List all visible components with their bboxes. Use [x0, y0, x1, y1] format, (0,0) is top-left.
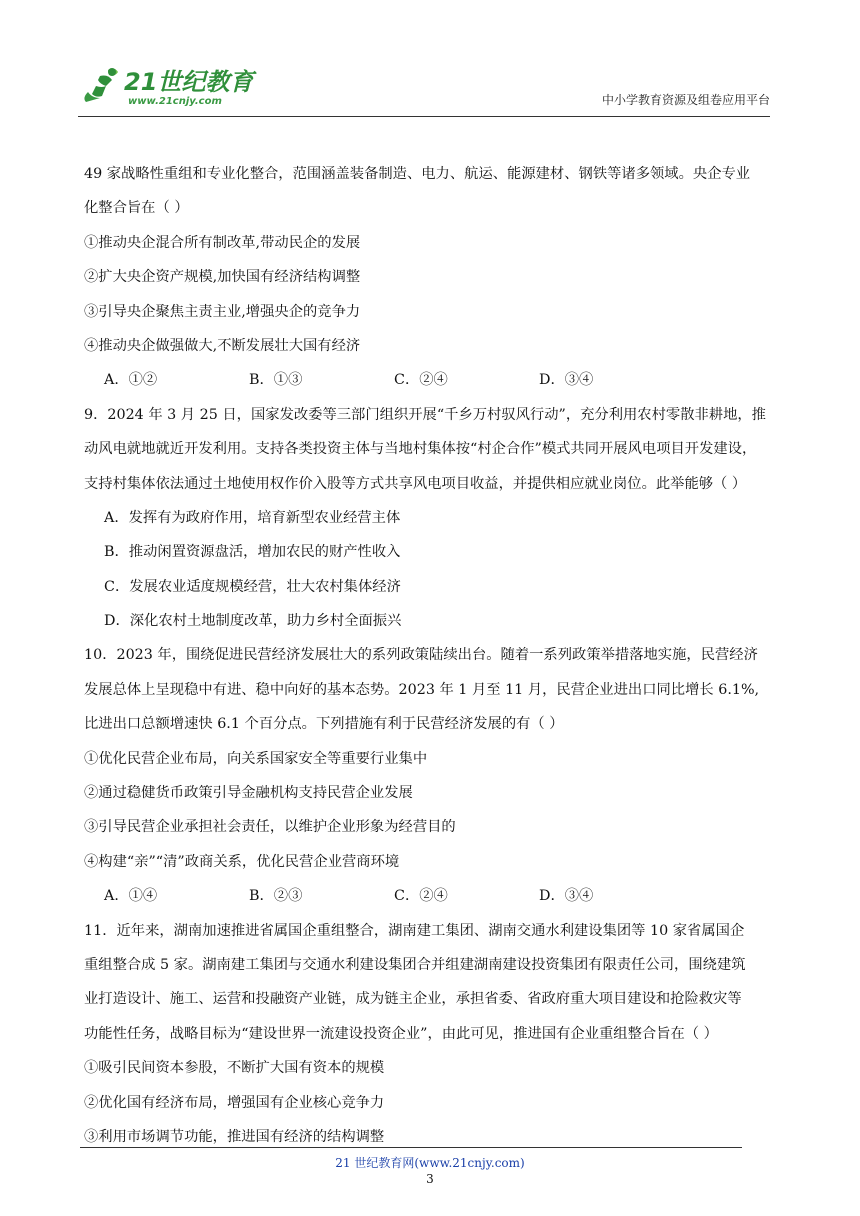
text-line: 49 家战略性重组和专业化整合，范围涵盖装备制造、电力、航运、能源建材、钢铁等诸多领域。央企专业 — [84, 166, 751, 182]
choice-option: C．②④ — [394, 372, 448, 389]
question-content — [84, 157, 774, 1154]
runner-icon — [84, 68, 118, 102]
text-line: 重组整合成 5 家。湖南建工集团与交通水利建设集团合并组建湖南建设投资集团有限责任公司，围绕建筑 — [84, 956, 746, 973]
option-line: D．深化农村土地制度改革，助力乡村全面振兴 — [104, 613, 402, 630]
text-line: 功能性任务，战略目标为“建设世界一流建设投资企业”，由此可见，推进国有企业重组整合旨在（ ） — [84, 1025, 718, 1042]
text-line: 比进出口总额增速快 6.1 个百分点。下列措施有利于民营经济发展的有（ ） — [84, 716, 564, 733]
footer-divider — [80, 1147, 742, 1148]
footer-site-link[interactable]: 21 世纪教育网(www.21cnjy.com) — [335, 1156, 525, 1170]
option-line: A．发挥有为政府作用，培育新型农业经营主体 — [104, 509, 401, 526]
text-line: ③引导民营企业承担社会责任，以维护企业形象为经营目的 — [84, 819, 456, 836]
text-line: ①优化民营企业布局，向关系国家安全等重要行业集中 — [84, 750, 428, 767]
text-line: ④构建“亲”“清”政商关系，优化民营企业营商环境 — [84, 853, 400, 870]
choice-option: A．①② — [104, 372, 158, 389]
answer-choices — [84, 879, 774, 913]
text-line: ①推动央企混合所有制改革,带动民企的发展 — [84, 234, 361, 251]
text-line: 化整合旨在（ ） — [84, 200, 189, 217]
header-divider — [78, 116, 770, 117]
text-line: ②优化国有经济布局，增强国有企业核心竞争力 — [84, 1094, 385, 1111]
page-header — [78, 62, 770, 114]
text-line: ②扩大央企资产规模,加快国有经济结构调整 — [84, 269, 361, 286]
text-line: 9．2024 年 3 月 25 日，国家发改委等三部门组织开展“千乡万村驭风行动”，充分利用农村零散非耕地，推 — [84, 406, 766, 423]
logo-main-text: 21世纪教育 — [124, 68, 254, 96]
logo-url-text: www.21cnjy.com — [128, 96, 222, 107]
text-line: 11．近年来，湖南加速推进省属国企重组整合，湖南建工集团、湖南交通水利建设集团等 10 家省属国企 — [84, 922, 745, 939]
text-line: 动风电就地就近开发利用。支持各类投资主体与当地村集体按“村企合作”模式共同开展风电项目开发建设， — [84, 441, 757, 458]
page-number: 3 — [426, 1172, 434, 1186]
logo-21cnjy — [78, 62, 258, 108]
text-line: ①吸引民间资本参股，不断扩大国有资本的规模 — [84, 1060, 385, 1077]
text-line: ④推动央企做强做大,不断发展壮大国有经济 — [84, 337, 361, 354]
text-line: 10．2023 年，围绕促进民营经济发展壮大的系列政策陆续出台。随着一系列政策举措落地实施，民营经济 — [84, 647, 758, 664]
text-line: 支持村集体依法通过土地使用权作价入股等方式共享风电项目收益，并提供相应就业岗位。此举能够（ ） — [84, 475, 747, 492]
text-line: 发展总体上呈现稳中有进、稳中向好的基本态势。2023 年 1 月至 11 月，民营企业进出口同比增长 6.1%, — [84, 681, 760, 698]
choice-option: B．②③ — [249, 888, 303, 905]
choice-option: D．③④ — [539, 888, 594, 905]
option-line: B．推动闲置资源盘活，增加农民的财产性收入 — [104, 544, 401, 561]
platform-name: 中小学教育资源及组卷应用平台 — [601, 93, 770, 107]
answer-choices — [84, 363, 774, 397]
choice-option: D．③④ — [539, 372, 594, 389]
text-line: ③引导央企聚焦主责主业,增强央企的竞争力 — [84, 303, 361, 320]
choice-option: A．①④ — [104, 888, 158, 905]
text-line: 业打造设计、施工、运营和投融资产业链，成为链主企业，承担省委、省政府重大项目建设和抢险救灾等 — [84, 991, 742, 1008]
choice-option: C．②④ — [394, 888, 448, 905]
text-line: ②通过稳健货币政策引导金融机构支持民营企业发展 — [84, 785, 413, 802]
option-line: C．发展农业适度规模经营，壮大农村集体经济 — [104, 578, 401, 595]
text-line: ③利用市场调节功能，推进国有经济的结构调整 — [84, 1128, 385, 1145]
choice-option: B．①③ — [249, 372, 303, 389]
